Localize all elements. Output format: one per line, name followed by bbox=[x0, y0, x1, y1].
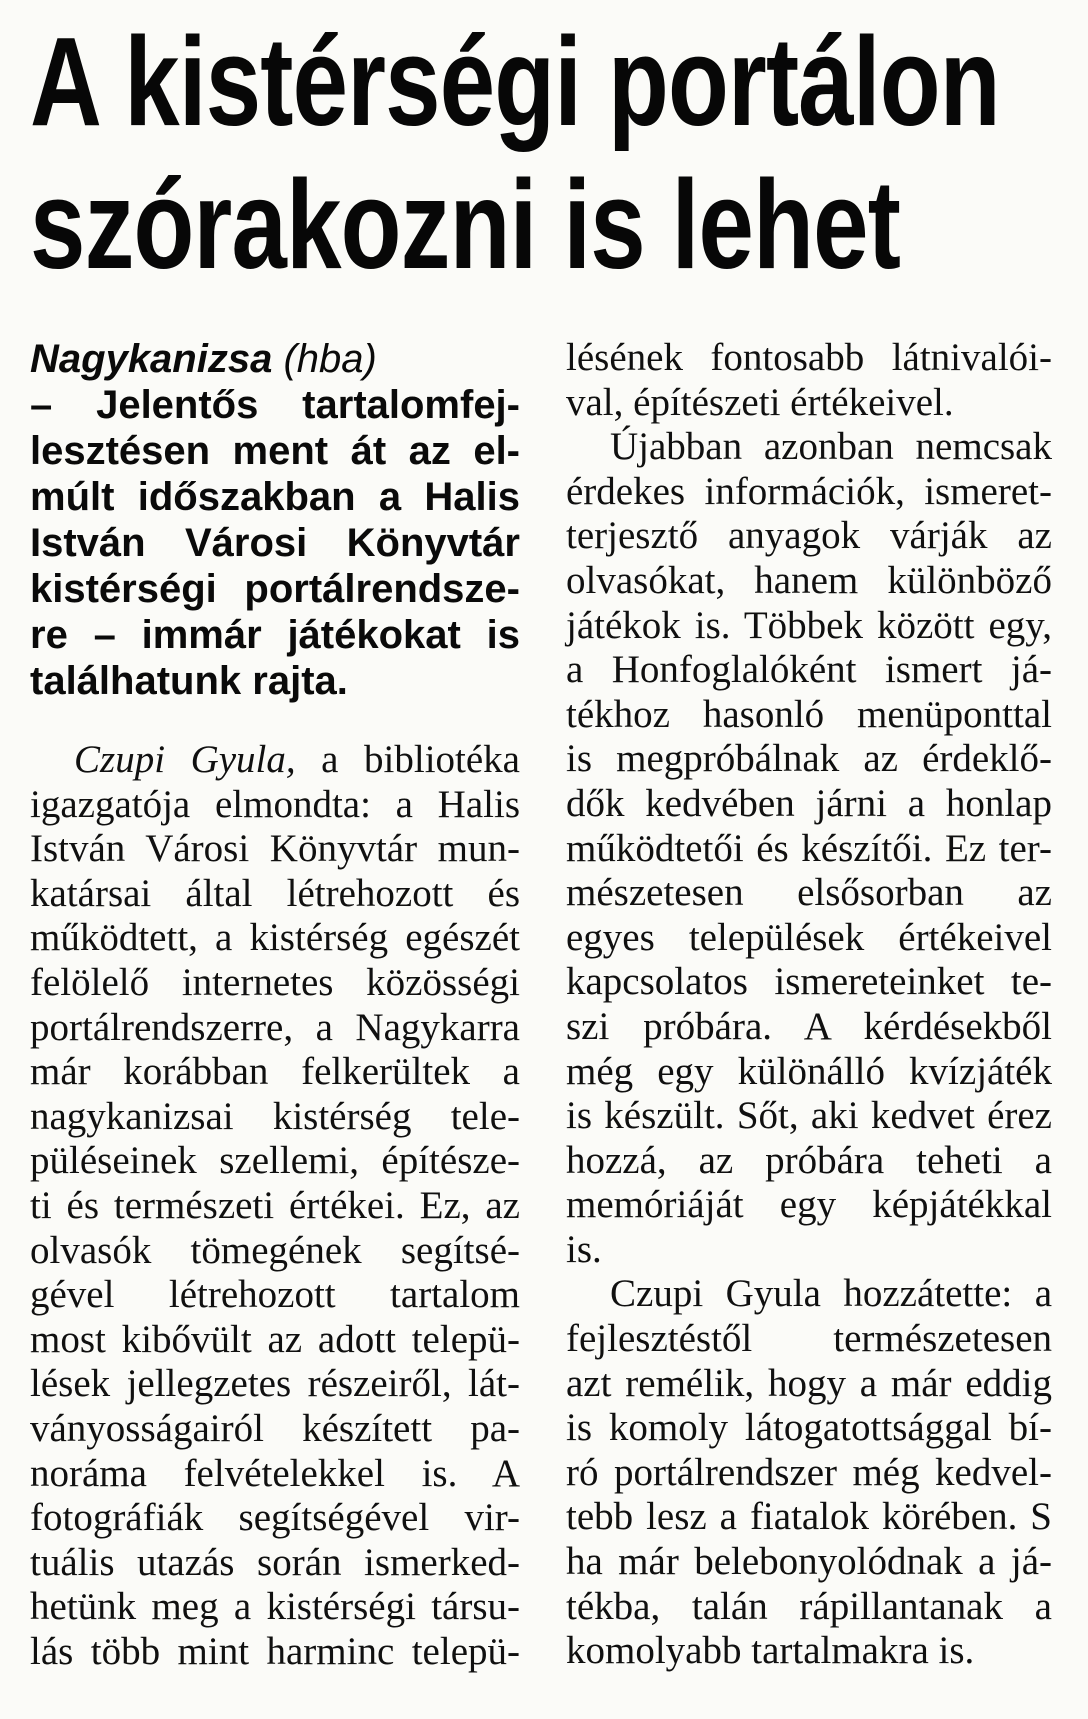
body-line: tuális utazás során ismerked- bbox=[30, 1540, 520, 1584]
body-line: püléseinek szellemi, építésze- bbox=[30, 1139, 520, 1183]
body-line: kapcsolatos ismereteinket te- bbox=[566, 960, 1052, 1004]
lead-lines bbox=[30, 382, 520, 704]
body-line: Czupi Gyula, a bibliotéka bbox=[74, 738, 520, 781]
body-line: működtett, a kistérség egészét bbox=[30, 916, 520, 960]
press-credit: (hba) bbox=[283, 337, 377, 381]
lead-line: István Városi Könyvtár bbox=[30, 521, 520, 565]
body-line: működtetői és készítői. Ez ter- bbox=[566, 826, 1052, 870]
lead-line: – Jelentős tartalomfej- bbox=[30, 383, 520, 427]
body-line: lések jellegzetes részeiről, lát- bbox=[30, 1362, 520, 1406]
body-line: noráma felvételekkel is. A bbox=[30, 1451, 520, 1495]
body-line: most kibővült az adott telepü- bbox=[30, 1317, 520, 1361]
body-line: felölelő internetes közösségi bbox=[30, 960, 520, 1004]
body-line: terjesztő anyagok várják az bbox=[566, 514, 1052, 558]
body-line: még egy különálló kvízjáték bbox=[566, 1049, 1052, 1093]
body-line: katársai által létrehozott és bbox=[30, 871, 520, 915]
italic-name: Czupi Gyula, bbox=[74, 738, 296, 781]
body-line: val, építészeti értékeivel. bbox=[566, 380, 954, 424]
body-line: is. bbox=[566, 1227, 602, 1271]
body-line: Újabban azonban nemcsak bbox=[610, 425, 1052, 469]
left-body-text bbox=[30, 738, 520, 1674]
lead-line: re – immár játékokat is bbox=[30, 613, 520, 657]
right-body-text bbox=[566, 336, 1052, 1674]
body-line: ró portálrendszer még kedvel- bbox=[566, 1450, 1052, 1494]
body-line: is komoly látogatottsággal bí- bbox=[566, 1406, 1052, 1450]
right-column bbox=[566, 336, 1052, 1674]
headline-line-1: A kistérségi portálon bbox=[30, 11, 1000, 152]
lead-line: lesztésen ment át az el- bbox=[30, 429, 520, 473]
body-line: lésének fontosabb látnivalói- bbox=[566, 336, 1052, 379]
body-line: István Városi Könyvtár mun- bbox=[30, 827, 520, 871]
body-line: igazgatója elmondta: a Halis bbox=[30, 782, 520, 826]
lead-line: múlt időszakban a Halis bbox=[30, 475, 520, 519]
body-line: is készült. Sőt, aki kedvet érez bbox=[566, 1094, 1052, 1138]
body-line: hetünk meg a kistérségi társu- bbox=[30, 1585, 520, 1629]
body-line: olvasók tömegének segítsé- bbox=[30, 1228, 520, 1272]
body-line: már korábban felkerültek a bbox=[30, 1050, 520, 1094]
body-line: hozzá, az próbára teheti a bbox=[566, 1138, 1052, 1182]
body-line: tékba, talán rápillantanak a bbox=[566, 1584, 1052, 1628]
article-columns bbox=[30, 336, 1088, 1674]
body-line: tebb lesz a fiatalok körében. S bbox=[566, 1495, 1052, 1539]
body-line: fejlesztéstől természetesen bbox=[566, 1317, 1052, 1361]
body-line: lás több mint harminc telepü- bbox=[30, 1629, 520, 1673]
headline-line-2: szórakozni is lehet bbox=[30, 154, 901, 295]
body-line: komolyabb tartalmakra is. bbox=[566, 1629, 975, 1673]
lead-line: kistérségi portálrendsze- bbox=[30, 567, 520, 611]
left-column bbox=[30, 336, 520, 1674]
body-line: nagykanizsai kistérség tele- bbox=[30, 1094, 520, 1138]
newspaper-article-page bbox=[0, 10, 1088, 1719]
body-line: is megpróbálnak az érdeklő- bbox=[566, 737, 1052, 781]
body-line: memóriáját egy képjátékkal bbox=[566, 1183, 1052, 1227]
body-line: gével létrehozott tartalom bbox=[30, 1273, 520, 1317]
body-line: portálrendszerre, a Nagykarra bbox=[30, 1005, 520, 1049]
body-line: mészetesen elsősorban az bbox=[566, 871, 1052, 915]
body-line: azt remélik, hogy a már eddig bbox=[566, 1361, 1052, 1405]
body-line: szi próbára. A kérdésekből bbox=[566, 1004, 1052, 1048]
body-line: ha már belebonyolódnak a já- bbox=[566, 1540, 1052, 1584]
body-line: játékok is. Többek között egy, bbox=[566, 603, 1052, 647]
dateline: Nagykanizsa bbox=[30, 337, 273, 381]
headline bbox=[30, 10, 1088, 296]
body-line: ványosságairól készített pa- bbox=[30, 1406, 520, 1450]
body-line: egyes települések értékeivel bbox=[566, 915, 1052, 959]
body-line: érdekes információk, ismeret- bbox=[566, 469, 1052, 513]
lead-line: találhatunk rajta. bbox=[30, 659, 348, 703]
lead-paragraph bbox=[30, 336, 520, 704]
body-line: dők kedvében járni a honlap bbox=[566, 781, 1052, 825]
body-line: olvasókat, hanem különböző bbox=[566, 558, 1052, 602]
body-line: tékhoz hasonló menüponttal bbox=[566, 692, 1052, 736]
body-line: Czupi Gyula hozzátette: a bbox=[610, 1272, 1052, 1316]
dateline-line bbox=[30, 336, 520, 382]
body-line: a Honfoglalóként ismert já- bbox=[566, 648, 1052, 692]
body-line: ti és természeti értékei. Ez, az bbox=[30, 1183, 520, 1227]
body-line: fotográfiák segítségével vir- bbox=[30, 1496, 520, 1540]
